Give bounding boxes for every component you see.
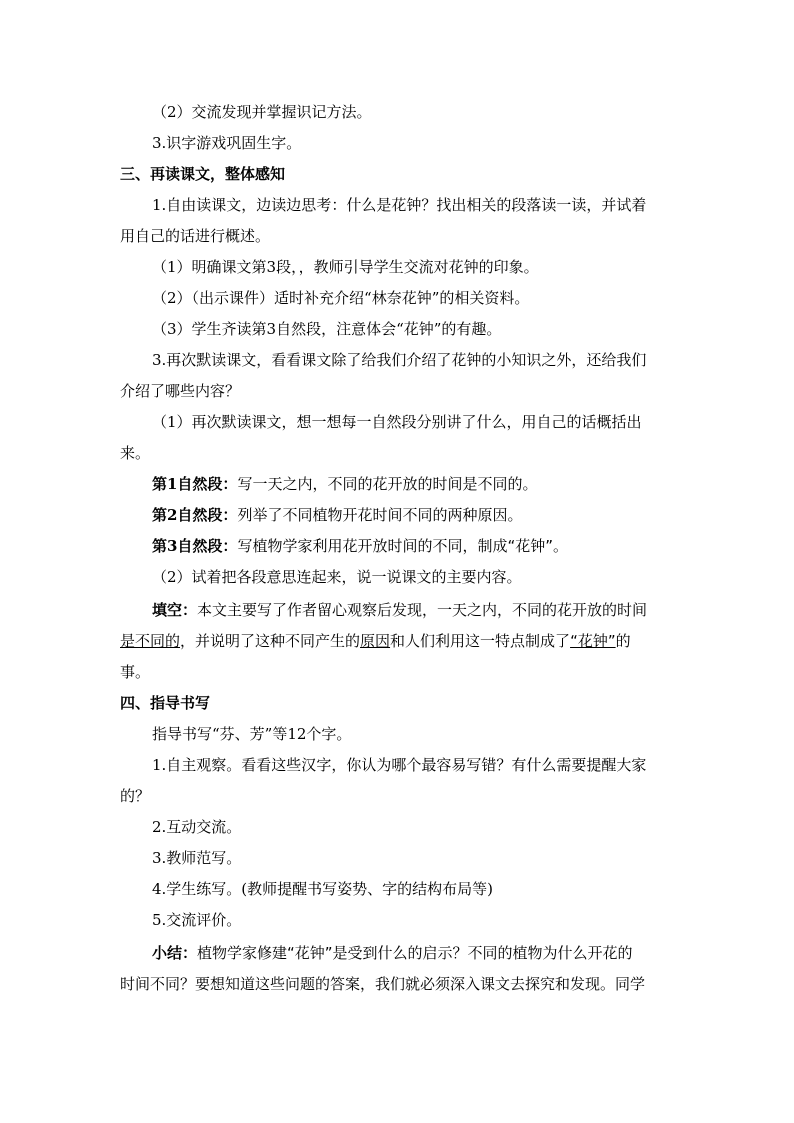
paragraph-summary-3 [152,536,680,556]
fill-blank-label: 填空： [152,601,198,619]
paragraph-summary-text: 写植物学家利用花开放时间的不同，制成“花钟”。 [237,537,568,555]
paragraph-line: 5.交流评价。 [152,911,242,929]
paragraph-line: 2.互动交流。 [152,818,242,836]
blank-answer: 原因 [360,632,391,650]
summary-label: 小结： [152,944,198,962]
paragraph-line: 介绍了哪些内容？ [120,382,241,400]
paragraph-line: （2）试着把各段意思连起来，说一说课文的主要内容。 [152,568,522,586]
blank-answer: 是不同的 [120,632,181,650]
paragraph-line: 3.识字游戏巩固生字。 [152,134,302,152]
summary-line: 时间不同？要想知道这些问题的答案，我们就必须深入课文去探究和发现。同学 [120,975,646,993]
paragraph-line: 1.自由读课文，边读边思考：什么是花钟？找出相关的段落读一读，并试着 [152,196,647,214]
paragraph-line: （1）再次默读课文，想一想每一自然段分别讲了什么，用自己的话概括出 [152,413,642,431]
paragraph-line: 1.自主观察。看看这些汉字，你认为哪个最容易写错？有什么需要提醒大家 [152,756,647,774]
paragraph-line: 4.学生练写。(教师提醒书写姿势、字的结构布局等) [152,880,494,898]
paragraph-summary-text: 写一天之内，不同的花开放的时间是不同的。 [237,475,538,493]
summary-line [152,943,680,963]
paragraph-line: 的？ [120,787,151,805]
paragraph-line: （1）明确课文第3段，，教师引导学生交流对花钟的印象。 [152,258,539,276]
section-heading: 四、指导书写 [120,694,211,712]
paragraph-line: 来。 [120,444,151,462]
paragraph-summary-text: 列举了不同植物开花时间不同的两种原因。 [237,506,523,524]
fill-blank-text: 本文主要写了作者留心观察后发现，一天之内，不同的花开放的时间 [197,601,648,619]
paragraph-line: 3.教师范写。 [152,849,242,867]
paragraph-label: 第3自然段： [152,537,238,555]
paragraph-label: 第1自然段： [152,475,238,493]
fill-blank-line: 事。 [120,663,151,681]
fill-blank-text: ，并说明了这种不同产生的 [180,632,361,650]
paragraph-line: 3.再次默读课文，看看课文除了给我们介绍了花钟的小知识之外，还给我们 [152,351,647,369]
paragraph-line: （3）学生齐读第3自然段，注意体会“花钟”的有趣。 [152,320,502,338]
section-heading: 三、再读课文，整体感知 [120,165,286,183]
paragraph-line: （2）交流发现并掌握识记方法。 [152,103,372,121]
fill-blank-line [152,600,680,620]
paragraph-summary-2 [152,505,680,525]
paragraph-line: （2）（出示课件）适时补充介绍“林奈花钟”的相关资料。 [152,289,530,307]
paragraph-label: 第2自然段： [152,506,238,524]
paragraph-line: 用自己的话进行概述。 [120,227,271,245]
fill-blank-text: 和人们利用这一特点制成了 [390,632,571,650]
fill-blank-line [120,631,680,651]
paragraph-summary-1 [152,474,680,494]
blank-answer: “花钟” [570,632,616,650]
summary-text: 植物学家修建“花钟”是受到什么的启示？不同的植物为什么开花的 [197,944,633,962]
paragraph-line: 指导书写“芬、芳”等12个字。 [152,725,352,743]
fill-blank-text: 的 [615,632,631,650]
